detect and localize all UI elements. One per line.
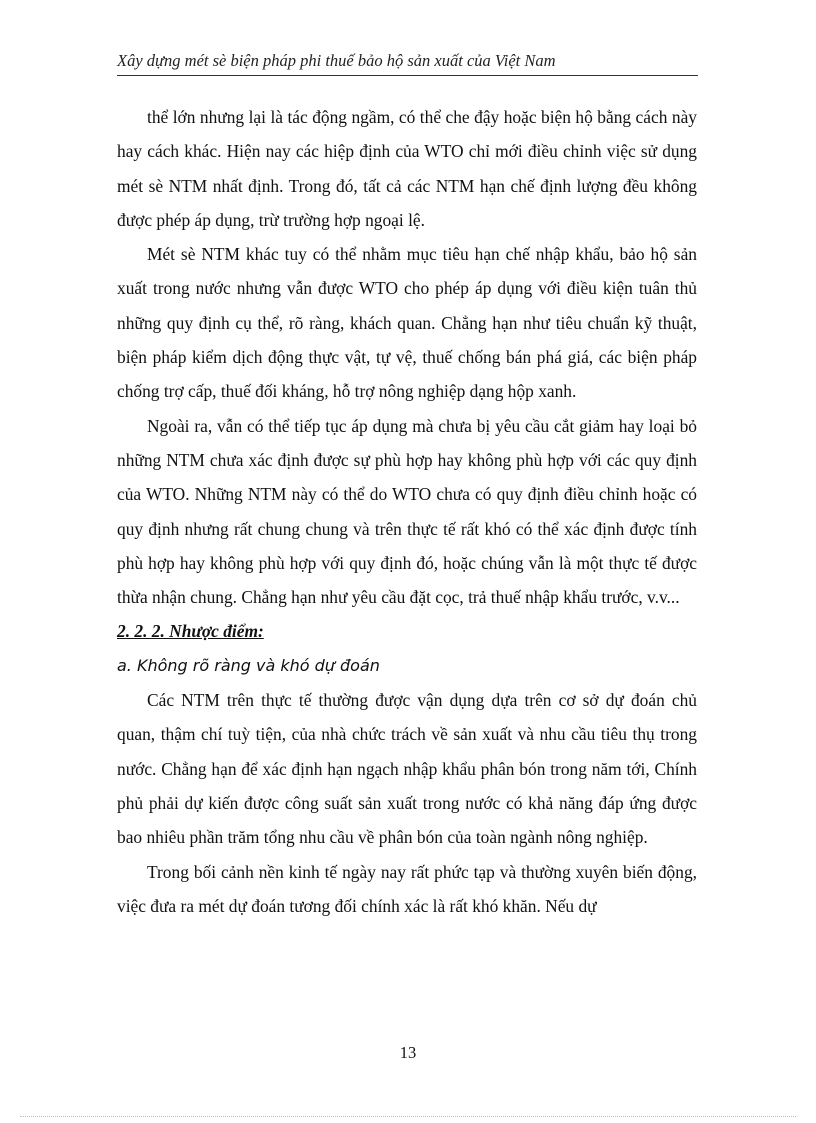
header-divider (117, 75, 698, 76)
body-paragraph: Ngoài ra, vẫn có thể tiếp tục áp dụng mà chưa bị yêu cầu cắt giảm hay loại bỏ những NTM chưa xác định được sự phù hợp hay không phù hợp với các quy định của WTO. Những NTM này có thể do WTO chưa có quy định điều chỉnh hoặc có quy định nhưng rất chung chung và trên thực tế rất khó có thể xác định được tính phù hợp hay không phù hợp với quy định đó, hoặc chúng vẫn là một thực tế được thừa nhận chung. Chẳng hạn như yêu cầu đặt cọc, trả thuế nhập khẩu trước, v.v... (117, 415, 697, 608)
page-number: 13 (399, 1043, 417, 1062)
page-bottom-divider (20, 1116, 796, 1117)
page-body (117, 100, 697, 923)
body-paragraph: Trong bối cảnh nền kinh tế ngày nay rất phức tạp và thường xuyên biến động, việc đưa ra mét dự đoán tương đối chính xác là rất khó khăn. Nếu dự (117, 861, 697, 916)
body-paragraph: Mét sè NTM khác tuy có thể nhằm mục tiêu hạn chế nhập khẩu, bảo hộ sản xuất trong nước nhưng vẫn được WTO cho phép áp dụng với điều kiện tuân thủ những quy định cụ thể, rõ ràng, khách quan. Chẳng hạn như tiêu chuẩn kỹ thuật, biện pháp kiểm dịch động thực vật, tự vệ, thuế chống bán phá giá, các biện pháp chống trợ cấp, thuế đối kháng, hỗ trợ nông nghiệp dạng hộp xanh. (117, 244, 697, 402)
section-heading: 2. 2. 2. Nhược điểm: (117, 621, 264, 642)
running-header: Xây dựng mét sè biện pháp phi thuế bảo hộ sản xuất của Việt Nam (117, 51, 556, 70)
subsection-heading: a. Không rõ ràng và khó dự đoán (117, 655, 380, 675)
body-paragraph: thể lớn nhưng lại là tác động ngầm, có thể che đậy hoặc biện hộ bằng cách này hay cách khác. Hiện nay các hiệp định của WTO chỉ mới điều chỉnh việc sử dụng mét sè NTM nhất định. Trong đó, tất cả các NTM hạn chế định lượng đều không được phép áp dụng, trừ trường hợp ngoại lệ. (117, 107, 697, 230)
body-paragraph: Các NTM trên thực tế thường được vận dụng dựa trên cơ sở dự đoán chủ quan, thậm chí tuỳ tiện, của nhà chức trách về sản xuất và nhu cầu tiêu thụ trong nước. Chẳng hạn để xác định hạn ngạch nhập khẩu phân bón trong năm tới, Chính phủ phải dự kiến được công suất sản xuất trong nước có khả năng đáp ứng được bao nhiêu phần trăm tổng nhu cầu về phân bón của toàn ngành nông nghiệp. (117, 690, 697, 848)
